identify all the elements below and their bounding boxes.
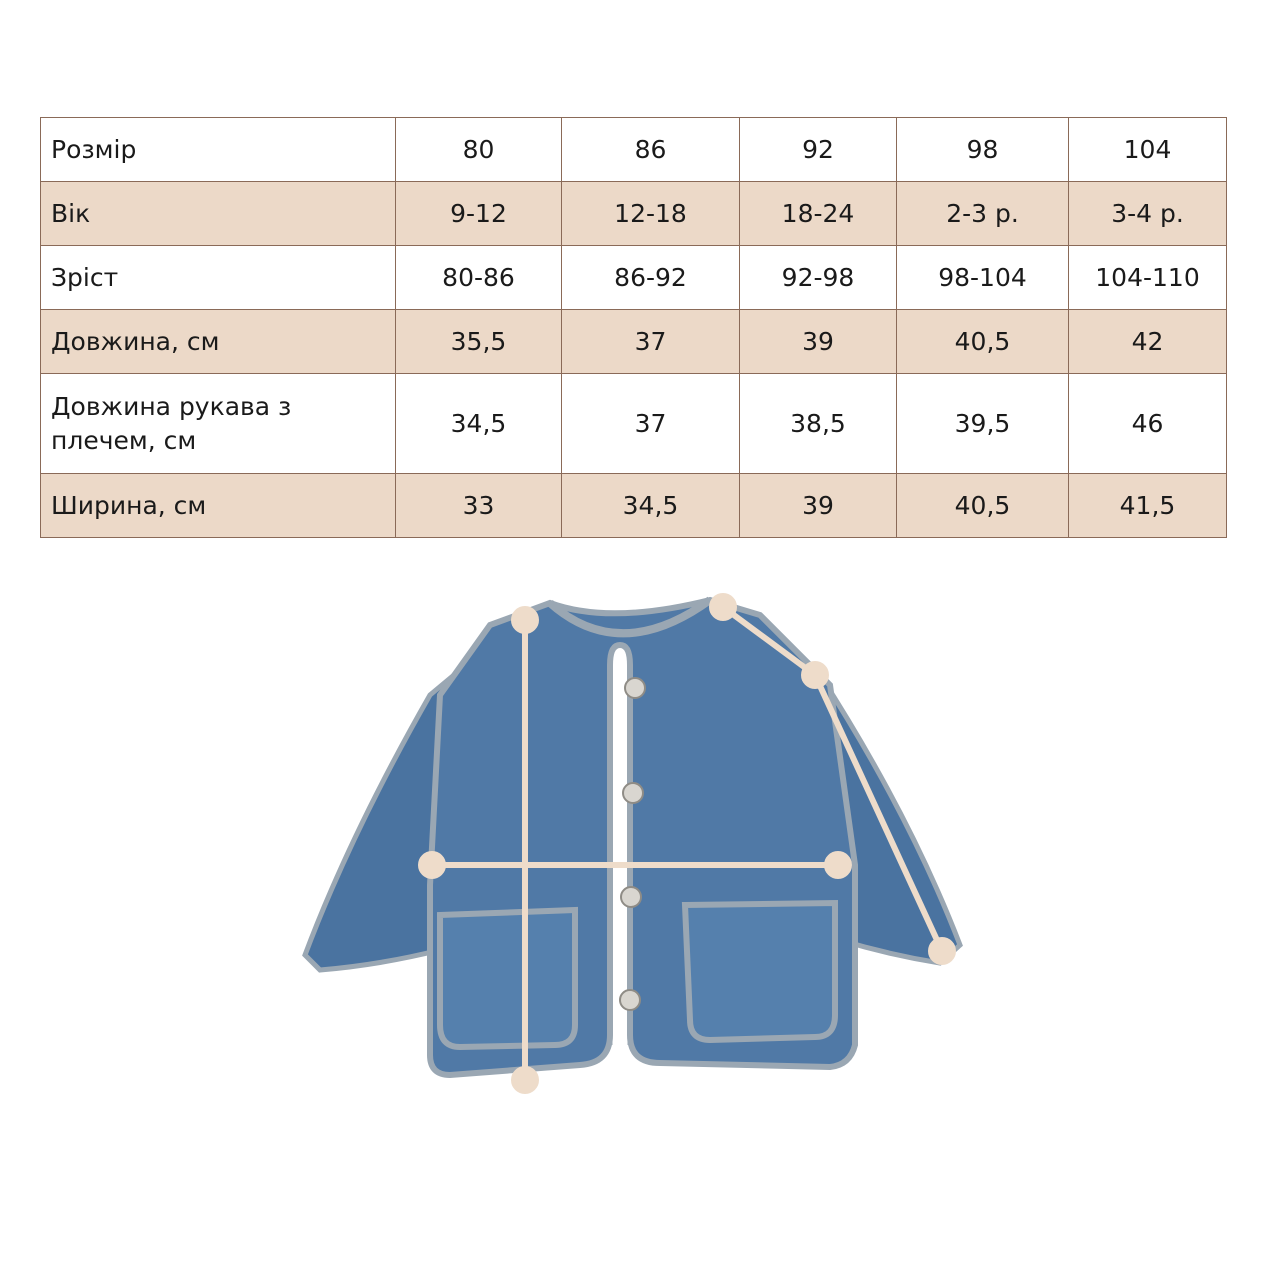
table-cell: 86-92 bbox=[562, 246, 740, 310]
row-label-sleeve-length: Довжина рукава з плечем, см bbox=[41, 374, 396, 474]
table-cell: 46 bbox=[1069, 374, 1227, 474]
table-row bbox=[41, 474, 1227, 538]
table-cell: 12-18 bbox=[562, 182, 740, 246]
table-cell: 37 bbox=[562, 310, 740, 374]
table-row bbox=[41, 118, 1227, 182]
table-cell: 86 bbox=[562, 118, 740, 182]
table-cell: 104-110 bbox=[1069, 246, 1227, 310]
table-cell: 38,5 bbox=[740, 374, 897, 474]
table-cell: 35,5 bbox=[396, 310, 562, 374]
table-cell: 80 bbox=[396, 118, 562, 182]
table-cell: 33 bbox=[396, 474, 562, 538]
denim-jacket-icon bbox=[290, 585, 990, 1105]
table-cell: 92-98 bbox=[740, 246, 897, 310]
jacket-body bbox=[305, 600, 960, 1075]
table-cell: 18-24 bbox=[740, 182, 897, 246]
table-cell: 34,5 bbox=[562, 474, 740, 538]
table-cell: 40,5 bbox=[897, 310, 1069, 374]
table-cell: 9-12 bbox=[396, 182, 562, 246]
table-cell: 98-104 bbox=[897, 246, 1069, 310]
table-cell: 98 bbox=[897, 118, 1069, 182]
row-label-height: Зріст bbox=[41, 246, 396, 310]
table-cell: 3-4 р. bbox=[1069, 182, 1227, 246]
table-cell: 104 bbox=[1069, 118, 1227, 182]
table-cell: 39,5 bbox=[897, 374, 1069, 474]
table-row bbox=[41, 310, 1227, 374]
table-cell: 39 bbox=[740, 474, 897, 538]
table-cell: 2-3 р. bbox=[897, 182, 1069, 246]
table-row bbox=[41, 374, 1227, 474]
row-label-length: Довжина, см bbox=[41, 310, 396, 374]
table-cell: 92 bbox=[740, 118, 897, 182]
table-cell: 39 bbox=[740, 310, 897, 374]
table-cell: 42 bbox=[1069, 310, 1227, 374]
table-cell: 40,5 bbox=[897, 474, 1069, 538]
table-cell: 80-86 bbox=[396, 246, 562, 310]
row-label-age: Вік bbox=[41, 182, 396, 246]
row-label-width: Ширина, см bbox=[41, 474, 396, 538]
table-cell: 41,5 bbox=[1069, 474, 1227, 538]
row-label-size: Розмір bbox=[41, 118, 396, 182]
table-row bbox=[41, 246, 1227, 310]
table-cell: 34,5 bbox=[396, 374, 562, 474]
size-chart-table bbox=[40, 117, 1227, 538]
table-cell: 37 bbox=[562, 374, 740, 474]
table-row bbox=[41, 182, 1227, 246]
